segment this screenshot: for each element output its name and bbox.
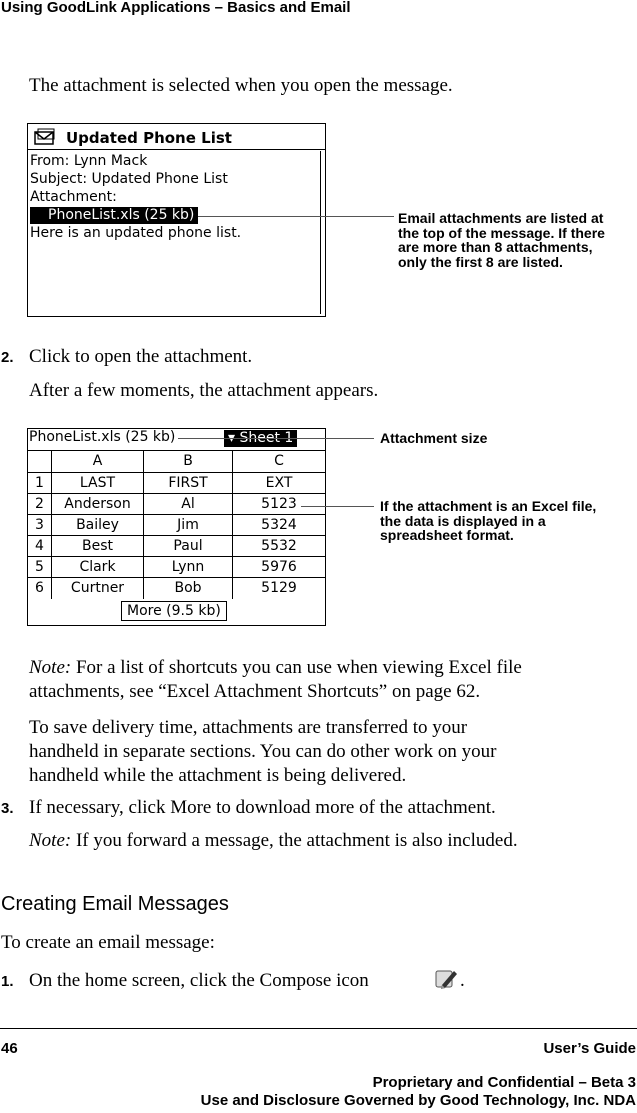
table-cell[interactable]: LAST <box>52 473 144 494</box>
step-result-text: After a few moments, the attachment appears. <box>29 380 379 401</box>
column-header[interactable]: A <box>52 451 144 473</box>
callout-leader-line <box>301 506 374 507</box>
table-cell[interactable]: 5324 <box>233 515 325 536</box>
email-subject: Subject: Updated Phone List <box>30 171 228 187</box>
email-screen <box>27 123 326 317</box>
table-cell[interactable]: 5532 <box>233 536 325 557</box>
compose-icon <box>434 967 458 991</box>
row-header[interactable]: 2 <box>28 494 52 515</box>
guide-title: User’s Guide <box>543 1040 636 1057</box>
callout-leader-line <box>178 438 374 439</box>
table-cell[interactable]: Al <box>144 494 233 515</box>
scrollbar[interactable] <box>320 151 325 314</box>
table-cell[interactable]: Anderson <box>52 494 144 515</box>
table-cell[interactable]: Paul <box>144 536 233 557</box>
row-header[interactable]: 5 <box>28 557 52 578</box>
confidential-line: Proprietary and Confidential – Beta 3 <box>372 1074 636 1091</box>
table-cell[interactable]: FIRST <box>144 473 233 494</box>
step-number: 3. <box>1 800 14 817</box>
page-number: 46 <box>1 1040 18 1057</box>
sheet-title: PhoneList.xls (25 kb) <box>29 429 176 445</box>
section-heading: Creating Email Messages <box>1 893 229 915</box>
note-shortcuts: Note: For a list of shortcuts you can use when viewing Excel file attachments, see “Excel Attachment Shortcuts” on page 62. <box>29 657 522 702</box>
step-text: Click to open the attachment. <box>29 346 253 367</box>
table-cell[interactable]: Clark <box>52 557 144 578</box>
table-cell[interactable]: Jim <box>144 515 233 536</box>
spreadsheet-screen <box>27 428 326 626</box>
footer-rule <box>0 1028 637 1029</box>
spreadsheet-grid <box>28 451 325 601</box>
note-label: Note: <box>29 657 72 678</box>
step-number: 2. <box>1 349 14 366</box>
delivery-paragraph: To save delivery time, attachments are transferred to your handheld in separate sections. You can do other work on your handheld while the attachment is being delivered. <box>29 717 497 786</box>
table-cell[interactable]: 5129 <box>261 580 297 596</box>
email-title: Updated Phone List <box>66 129 232 147</box>
note-label: Note: <box>29 830 72 851</box>
row-header[interactable]: 6 <box>28 578 52 599</box>
envelope-icon <box>34 128 56 144</box>
table-cell[interactable]: Best <box>52 536 144 557</box>
note-forward: Note: If you forward a message, the attachment is also included. <box>29 830 518 851</box>
intro-text: The attachment is selected when you open the message. <box>29 75 453 96</box>
step-number: 1. <box>1 973 14 990</box>
attachment-item[interactable]: PhoneList.xls (25 kb) <box>30 207 198 224</box>
nda-line: Use and Disclosure Governed by Good Technology, Inc. NDA <box>200 1092 636 1109</box>
table-cell[interactable]: Bob <box>144 578 233 599</box>
callout-attachment-size: Attachment size <box>380 430 488 446</box>
callout-leader-line <box>198 216 394 217</box>
callout-excel-note: If the attachment is an Excel file, the data is displayed in a spreadsheet format. <box>380 498 597 543</box>
email-body: Here is an updated phone list. <box>30 225 242 241</box>
row-header[interactable]: 1 <box>28 473 52 494</box>
table-cell[interactable]: 5123 <box>233 494 325 515</box>
running-header: Using GoodLink Applications – Basics and Email <box>1 0 351 16</box>
table-cell[interactable]: Curtner <box>52 578 144 599</box>
section-intro: To create an email message: <box>1 932 215 953</box>
row-header[interactable]: 3 <box>28 515 52 536</box>
step-text: If necessary, click More to download more of the attachment. <box>29 797 496 818</box>
sheet-tab-dropdown[interactable]: ▾ Sheet 1 <box>224 430 297 447</box>
table-cell[interactable]: Bailey <box>52 515 144 536</box>
callout-attachments-note: Email attachments are listed at the top of the message. If there are more than 8 attachments, only the first 8 are listed. <box>398 210 605 270</box>
table-cell[interactable]: EXT <box>233 473 325 494</box>
table-cell[interactable]: Lynn <box>144 557 233 578</box>
corner-cell <box>28 451 52 473</box>
title-divider <box>28 149 325 150</box>
table-cell[interactable]: 5976 <box>233 557 325 578</box>
more-button[interactable]: More (9.5 kb) <box>121 601 227 621</box>
step-text: On the home screen, click the Compose icon . <box>29 969 369 993</box>
email-attachment-label: Attachment: <box>30 189 117 205</box>
column-header[interactable]: C <box>233 451 325 473</box>
row-header[interactable]: 4 <box>28 536 52 557</box>
column-header[interactable]: B <box>144 451 233 473</box>
email-from: From: Lynn Mack <box>30 153 148 169</box>
